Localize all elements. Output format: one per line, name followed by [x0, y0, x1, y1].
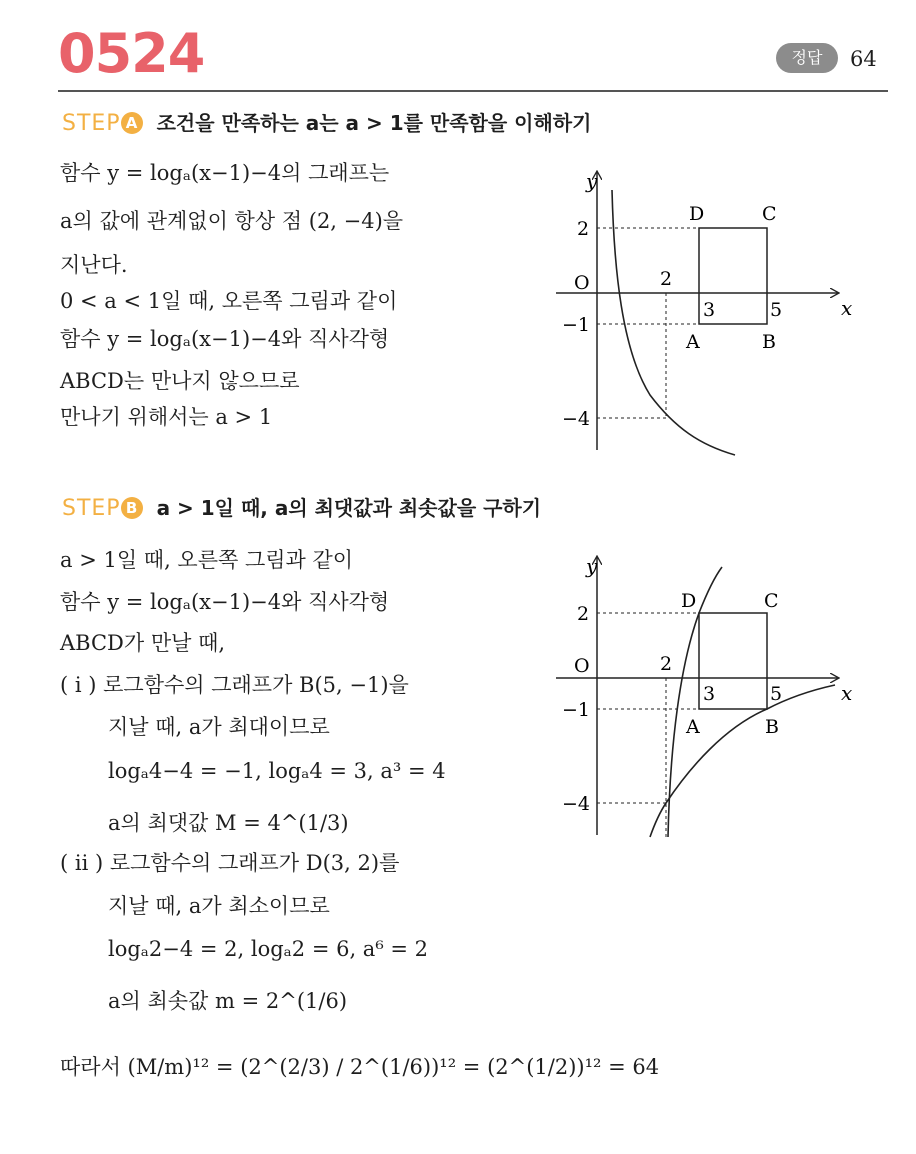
problem-number: 0524 — [58, 22, 205, 85]
graph-a-ytick-m4: −4 — [562, 408, 591, 430]
step-a-line-7: 만나기 위해서는 a > 1 — [60, 405, 273, 429]
graph-a-xtick-5: 5 — [770, 299, 783, 321]
step-a-line-6: ABCD는 만나지 않으므로 — [60, 369, 300, 393]
step-a-header — [62, 108, 591, 139]
step-b-header — [62, 493, 541, 524]
graph-b-point-b: B — [765, 716, 779, 738]
step-b-line-5: 지날 때, a가 최대이므로 — [108, 715, 330, 739]
graph-b-xtick-2: 2 — [660, 653, 673, 675]
step-b-line-1: a > 1일 때, 오른쪽 그림과 같이 — [60, 548, 354, 572]
graph-b-xtick-5: 5 — [770, 683, 783, 705]
graph-a-x-label: x — [841, 296, 853, 320]
graph-b-point-a: A — [686, 716, 700, 738]
step-b-line-8: ( ii ) 로그함수의 그래프가 D(3, 2)를 — [60, 851, 400, 875]
step-b-title: a > 1일 때, a의 최댓값과 최솟값을 구하기 — [156, 496, 542, 520]
graph-b-ytick-m4: −4 — [562, 793, 591, 815]
step-a-line-1: 함수 y = logₐ(x−1)−4의 그래프는 — [60, 161, 390, 185]
step-b-line-2: 함수 y = logₐ(x−1)−4와 직사각형 — [60, 590, 390, 614]
step-a-badge: A — [121, 112, 143, 134]
graph-a-point-b: B — [762, 331, 776, 353]
graph-a-point-c: C — [762, 203, 777, 225]
graph-b-point-c: C — [764, 590, 779, 612]
step-a-line-2: a의 값에 관계없이 항상 점 (2, −4)을 — [60, 209, 404, 233]
graph-a-y-label: y — [586, 169, 598, 193]
step-b-line-10: logₐ2−4 = 2, logₐ2 = 6, a⁶ = 2 — [108, 937, 429, 961]
graph-a-xtick-2: 2 — [660, 268, 673, 290]
step-b-label: STEP — [62, 496, 121, 521]
step-a-label: STEP — [62, 111, 121, 136]
step-b-line-4: ( i ) 로그함수의 그래프가 B(5, −1)을 — [60, 673, 409, 697]
graph-a-ytick-2: 2 — [577, 218, 590, 240]
graph-a-xtick-3: 3 — [703, 299, 716, 321]
step-b-line-12: 따라서 (M/m)¹² = (2^(2/3) / 2^(1/6))¹² = (2^(1/2))¹² = 64 — [60, 1055, 660, 1079]
graph-a-origin: O — [574, 272, 590, 294]
graph-b — [550, 545, 860, 845]
answer-value: 64 — [850, 47, 877, 71]
step-a-line-3: 지난다. — [60, 253, 128, 277]
step-b-line-3: ABCD가 만날 때, — [60, 631, 226, 655]
step-b-line-7: a의 최댓값 M = 4^(1/3) — [108, 811, 349, 835]
step-b-line-6: logₐ4−4 = −1, logₐ4 = 3, a³ = 4 — [108, 759, 446, 783]
graph-b-origin: O — [574, 655, 590, 677]
header-divider — [58, 90, 888, 92]
step-a-line-5: 함수 y = logₐ(x−1)−4와 직사각형 — [60, 327, 390, 351]
graph-a-point-a: A — [686, 331, 700, 353]
graph-b-ytick-m1: −1 — [562, 699, 591, 721]
graph-a-point-d: D — [689, 203, 705, 225]
graph-a-ytick-m1: −1 — [562, 314, 591, 336]
step-a-line-4: 0 < a < 1일 때, 오른쪽 그림과 같이 — [60, 289, 398, 313]
graph-b-y-label: y — [586, 554, 598, 578]
graph-b-point-d: D — [681, 590, 697, 612]
step-b-line-9: 지날 때, a가 최소이므로 — [108, 894, 330, 918]
answer-badge: 정답 — [776, 43, 838, 73]
step-b-line-11: a의 최솟값 m = 2^(1/6) — [108, 989, 348, 1013]
graph-b-ytick-2: 2 — [577, 603, 590, 625]
step-b-badge: B — [121, 497, 143, 519]
step-a-title: 조건을 만족하는 a는 a > 1를 만족함을 이해하기 — [156, 111, 592, 135]
graph-b-xtick-3: 3 — [703, 683, 716, 705]
graph-a-log-curve — [612, 190, 735, 455]
graph-a — [550, 160, 860, 460]
graph-b-x-label: x — [841, 681, 853, 705]
